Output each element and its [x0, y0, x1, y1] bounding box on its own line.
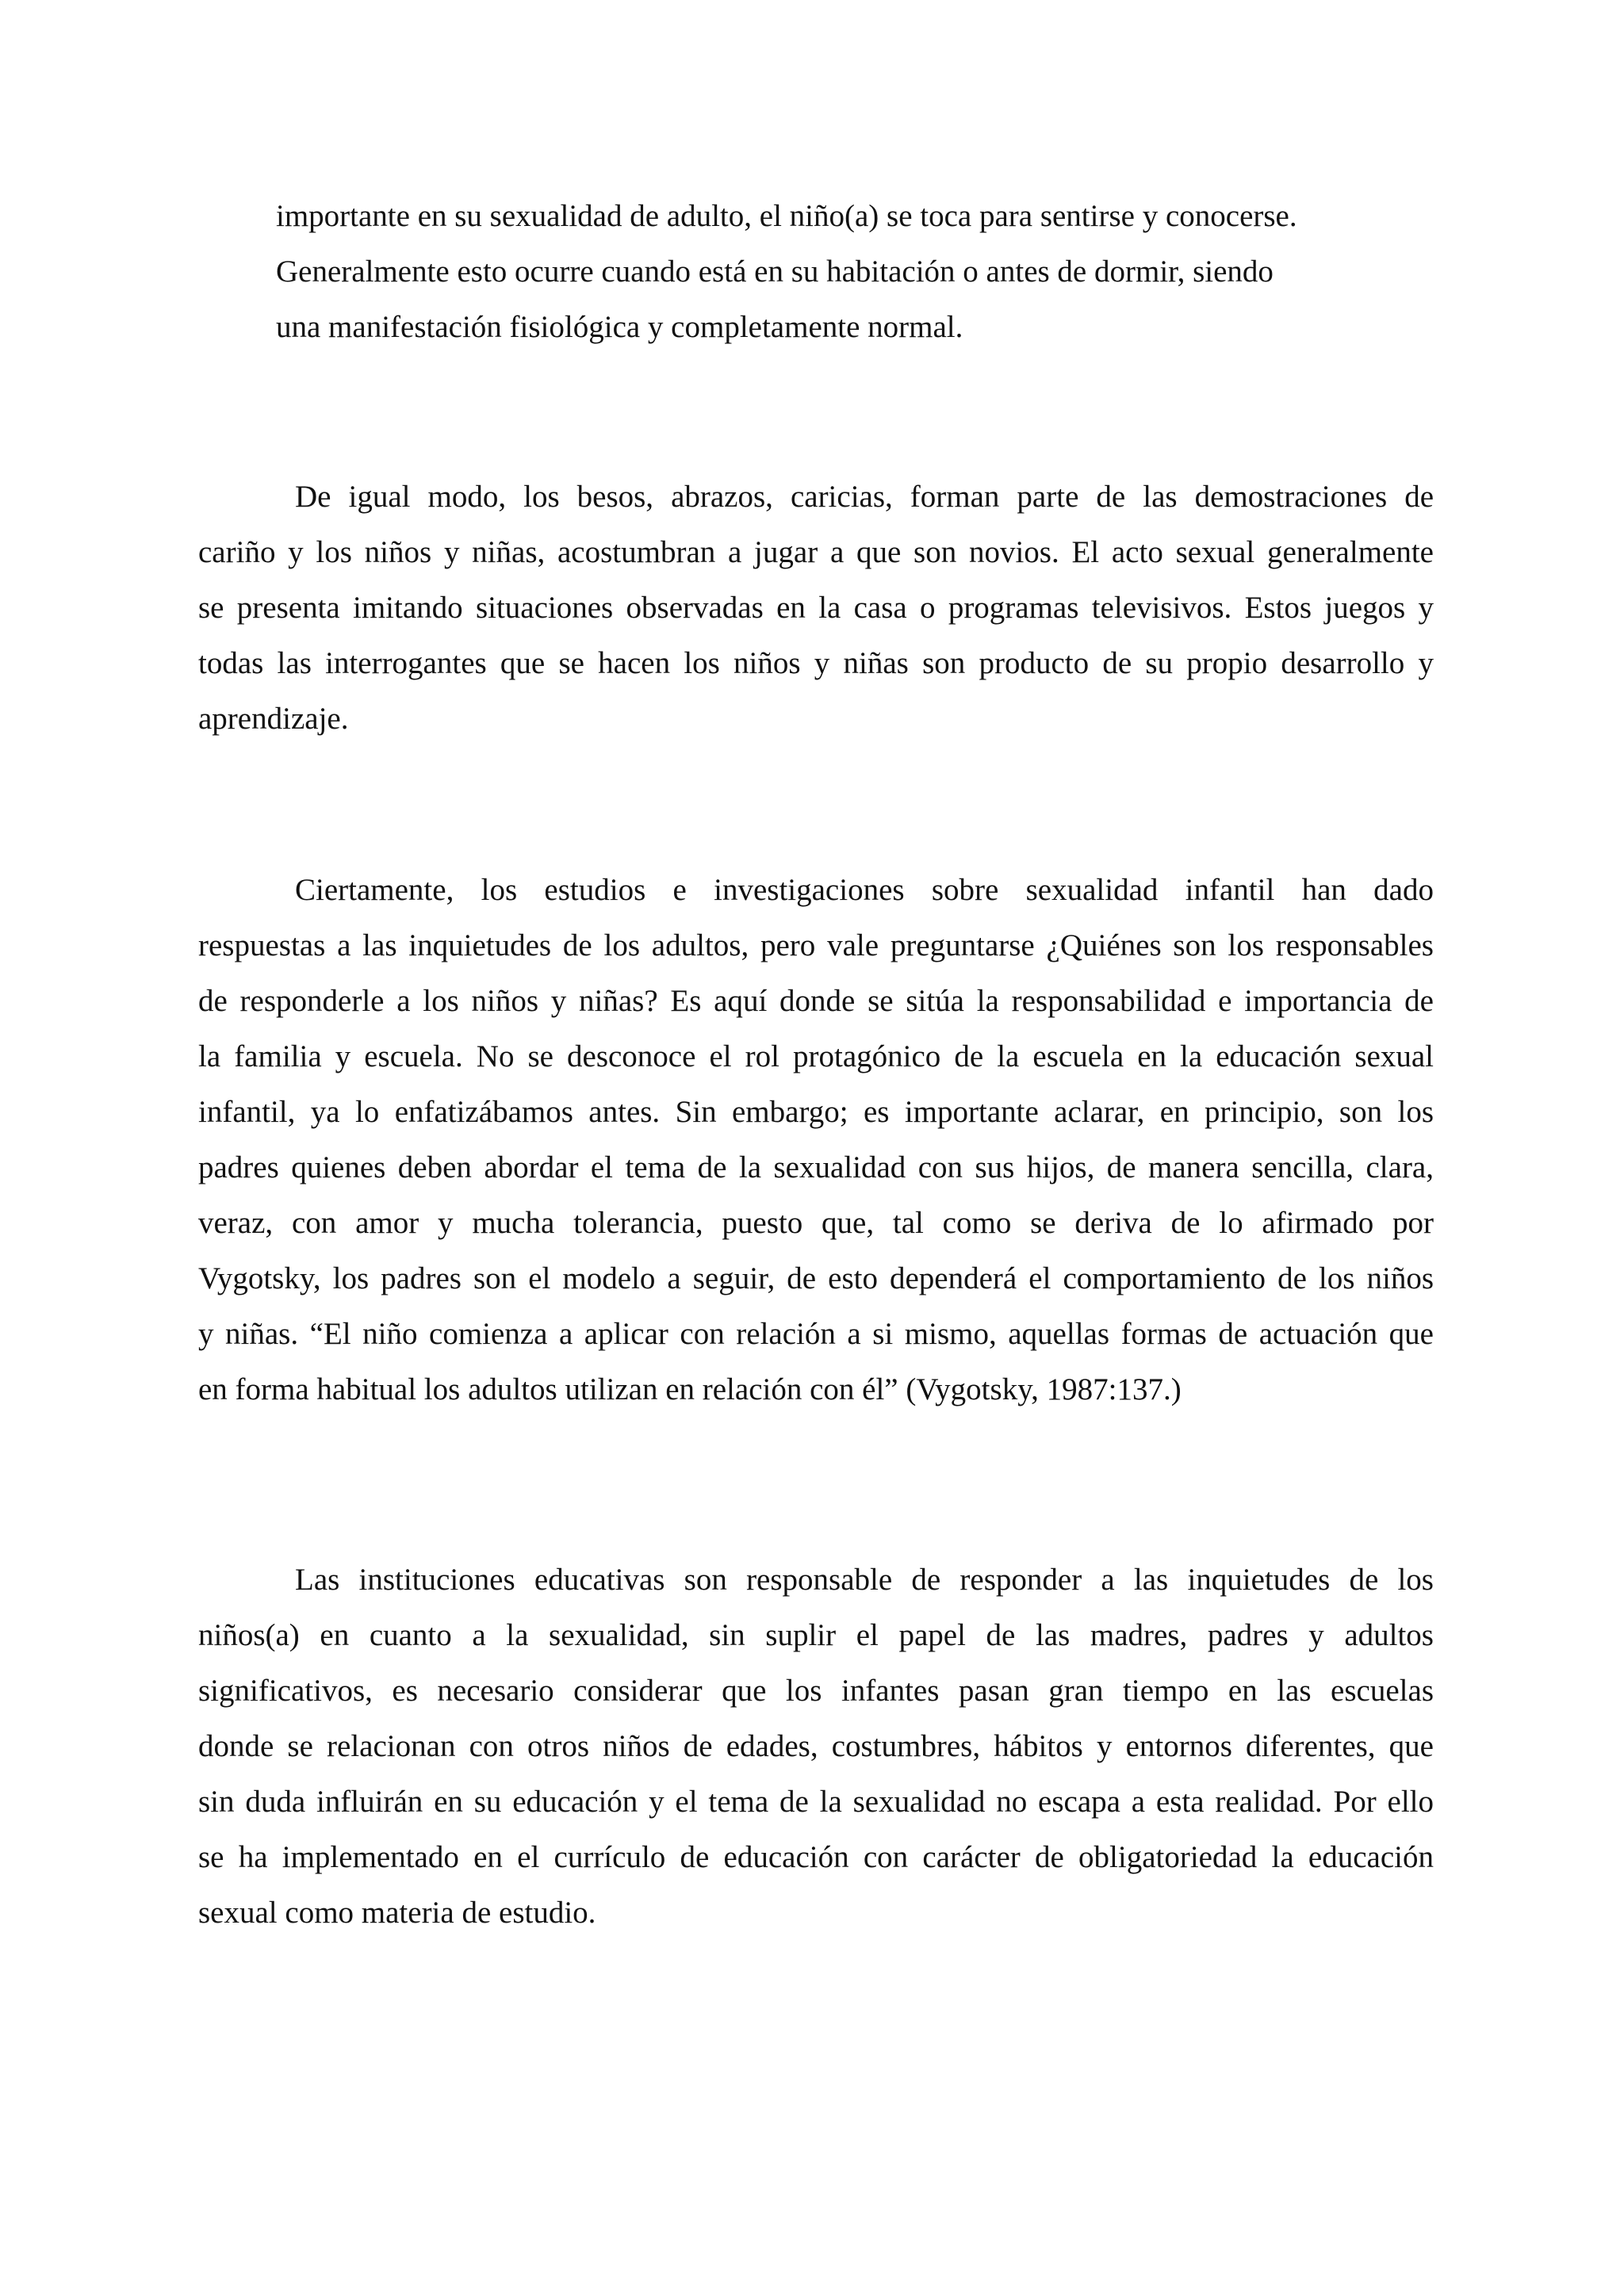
paragraph	[198, 863, 1434, 1418]
text-line: se ha implementado en el currículo de educación con carácter de obligatoriedad la educación	[198, 1840, 1434, 1874]
text-line: la familia y escuela. No se desconoce el rol protagónico de la escuela en la educación sexual	[198, 1039, 1434, 1073]
text-line: De igual modo, los besos, abrazos, caricias, forman parte de las demostraciones de	[295, 480, 1434, 514]
text-line: Ciertamente, los estudios e investigaciones sobre sexualidad infantil han dado	[295, 873, 1434, 907]
text-line: Las instituciones educativas son responsable de responder a las inquietudes de los	[295, 1563, 1434, 1597]
text-line: una manifestación fisiológica y completamente normal.	[276, 310, 963, 344]
text-line: padres quienes deben abordar el tema de la sexualidad con sus hijos, de manera sencilla, clara,	[198, 1150, 1434, 1184]
text-line: Generalmente esto ocurre cuando está en su habitación o antes de dormir, siendo	[276, 254, 1274, 289]
text-line: respuestas a las inquietudes de los adultos, pero vale preguntarse ¿Quiénes son los responsables	[198, 928, 1434, 962]
text-line: Vygotsky, los padres son el modelo a seguir, de esto dependerá el comportamiento de los niños	[198, 1261, 1434, 1295]
text-line: niños(a) en cuanto a la sexualidad, sin suplir el papel de las madres, padres y adultos	[198, 1618, 1434, 1652]
text-line: en forma habitual los adultos utilizan en relación con él” (Vygotsky, 1987:137.)	[198, 1372, 1182, 1406]
text-line: donde se relacionan con otros niños de edades, costumbres, hábitos y entornos diferentes, que	[198, 1729, 1434, 1763]
text-line: importante en su sexualidad de adulto, el niño(a) se toca para sentirse y conocerse.	[276, 199, 1297, 233]
text-line: aprendizaje.	[198, 702, 349, 736]
paragraph	[198, 469, 1434, 747]
text-line: veraz, con amor y mucha tolerancia, puesto que, tal como se deriva de lo afirmado por	[198, 1206, 1434, 1240]
text-line: todas las interrogantes que se hacen los niños y niñas son producto de su propio desarrollo y	[198, 646, 1434, 680]
text-line: infantil, ya lo enfatizábamos antes. Sin embargo; es importante aclarar, en principio, son los	[198, 1095, 1434, 1129]
continuation-block	[276, 189, 1351, 355]
paragraph	[198, 1552, 1434, 1941]
text-line: de responderle a los niños y niñas? Es aquí donde se sitúa la responsabilidad e importancia de	[198, 984, 1434, 1018]
text-line: significativos, es necesario considerar que los infantes pasan gran tiempo en las escuelas	[198, 1674, 1434, 1708]
text-line: y niñas. “El niño comienza a aplicar con relación a si mismo, aquellas formas de actuación que	[198, 1317, 1434, 1351]
text-line: cariño y los niños y niñas, acostumbran a jugar a que son novios. El acto sexual generalmente	[198, 535, 1434, 569]
text-line: sin duda influirán en su educación y el tema de la sexualidad no escapa a esta realidad. Por ello	[198, 1785, 1434, 1819]
text-line: se presenta imitando situaciones observadas en la casa o programas televisivos. Estos juegos y	[198, 591, 1434, 625]
text-line: sexual como materia de estudio.	[198, 1896, 596, 1930]
